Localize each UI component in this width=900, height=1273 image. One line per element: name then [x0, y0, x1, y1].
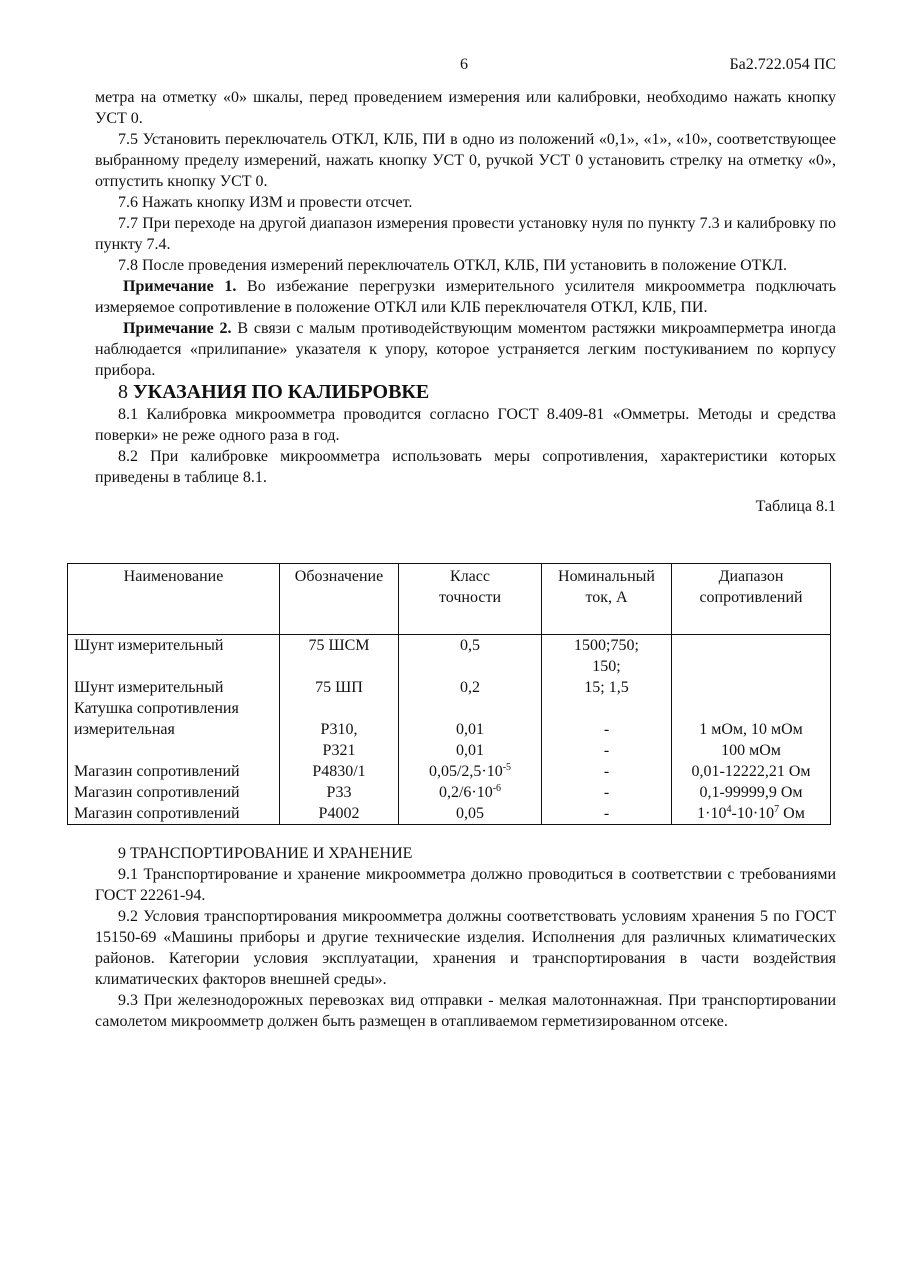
column-name: Шунт измерительный Шунт измерительный Катушка сопротивления измерительная Магазин сопротивлений Магазин сопротивлений Магазин сопротивлений: [68, 635, 280, 825]
column-nominal-current: 1500;750; 150; 15; 1,5 - - - - -: [542, 635, 672, 825]
note-2: [95, 318, 836, 381]
column-resistance-range: 1 мОм, 10 мОм 100 мОм 0,01-12222,21 Ом 0,1-99999,9 Ом $1\cdot 10^4-10\cdot 10^7$ Ом: [672, 635, 831, 825]
note-2-text: В связи с малым противодействующим моментом растяжки микроамперметра иногда наблюдается «прилипание» указателя к упору, которое устраняется легким постукиванием по корпусу прибора.: [95, 320, 836, 379]
paragraph-8-1: 8.1 Калибровка микроомметра проводится согласно ГОСТ 8.409-81 «Омметры. Методы и средства поверки» не реже одного раза в год.: [95, 406, 836, 444]
note-1-label: Примечание 1.: [123, 278, 237, 295]
paragraph-7-6: 7.6 Нажать кнопку ИЗМ и провести отсчет.: [118, 194, 413, 211]
paragraph-9-2: 9.2 Условия транспортирования микроомметра должны соответствовать условиям хранения 5 по ГОСТ 15150-69 «Машины приборы и другие технические изделия. Исполнения для различных климатических районов. Категории условия эксплуатации, хранения и транспортирования в части воздействия климатических факторов внешней среды».: [95, 908, 836, 988]
paragraph-continuation: метра на отметку «0» шкалы, перед проведением измерения или калибровки, необходимо нажать кнопку УСТ 0.: [95, 89, 836, 127]
page-body-top: [95, 87, 836, 517]
column-accuracy-class: 0,5 0,2 0,01 0,01 $0,05/2,5\cdot 10^{-5}$ $0,2/6\cdot 10^{-6}$ 0,05: [399, 635, 542, 825]
header-name: Наименование: [68, 564, 280, 635]
section-9-heading: 9 ТРАНСПОРТИРОВАНИЕ И ХРАНЕНИЕ: [118, 845, 413, 862]
page-header: [0, 54, 900, 76]
section-8-title: УКАЗАНИЯ ПО КАЛИБРОВКЕ: [133, 381, 430, 403]
note-2-label: Примечание 2.: [123, 320, 232, 337]
header-nominal-current: Номинальный ток, А: [542, 564, 672, 635]
paragraph-8-2: 8.2 При калибровке микроомметра использовать меры сопротивления, характеристики которых приведены в таблице 8.1.: [95, 448, 836, 486]
table-row: [68, 635, 831, 825]
column-designation: 75 ШСМ 75 ШП Р310, Р321 Р4830/1 Р33 Р4002: [280, 635, 399, 825]
page-number: 6: [460, 56, 468, 73]
paragraph-9-3: 9.3 При железнодорожных перевозках вид отправки - мелкая малотоннажная. При транспортировании самолетом микроомметр должен быть размещен в отапливаемом герметизированном отсеке.: [95, 992, 836, 1030]
paragraph-7-8: 7.8 После проведения измерений переключатель ОТКЛ, КЛБ, ПИ установить в положение ОТКЛ.: [118, 257, 787, 274]
header-accuracy-class: Класс точности: [399, 564, 542, 635]
paragraph-9-1: 9.1 Транспортирование и хранение микроомметра должно проводиться в соответствии с требованиями ГОСТ 22261-94.: [95, 866, 836, 904]
paragraph-7-7: 7.7 При переходе на другой диапазон измерения провести установку нуля по пункту 7.3 и калибровку по пункту 7.4.: [95, 215, 836, 253]
section-9: [95, 843, 836, 1032]
table-caption: Таблица 8.1: [755, 498, 836, 515]
section-8-heading: [95, 381, 836, 404]
document-code: Ба2.722.054 ПС: [729, 56, 836, 73]
table-header-row: [68, 564, 831, 635]
header-designation: Обозначение: [280, 564, 399, 635]
note-1: [95, 276, 836, 318]
section-8-number: 8: [118, 381, 133, 403]
note-1-text: Во избежание перегрузки измерительного усилителя микроомметра подключать измеряемое сопротивление в положение ОТКЛ или КЛБ переключателя ОТКЛ, КЛБ, ПИ.: [95, 278, 836, 316]
calibration-table: [67, 563, 831, 825]
header-resistance-range: Диапазон сопротивлений: [672, 564, 831, 635]
paragraph-7-5: 7.5 Установить переключатель ОТКЛ, КЛБ, ПИ в одно из положений «0,1», «1», «10», соответствующее выбранному пределу измерений, нажать кнопку УСТ 0, ручкой УСТ 0 установить стрелку на отметку «0», отпустить кнопку УСТ 0.: [95, 131, 836, 190]
